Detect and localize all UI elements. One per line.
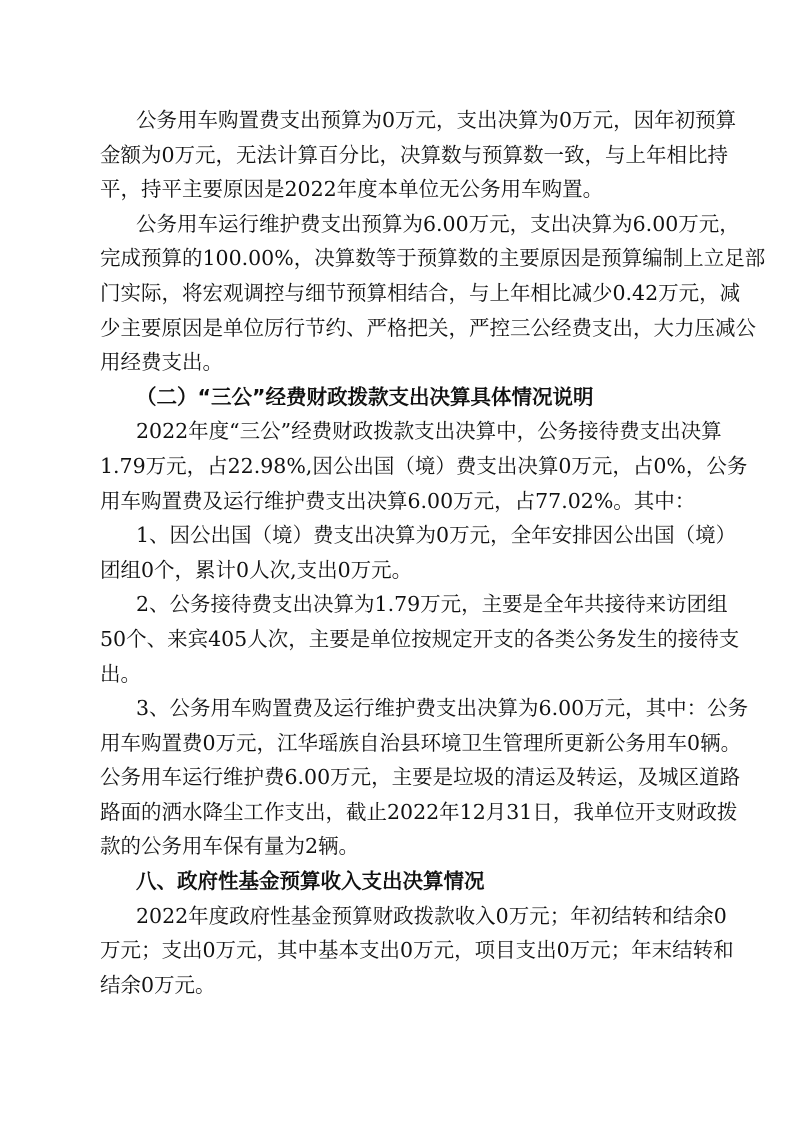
paragraph-line: 平，持平主要原因是2022年度本单位无公务用车购置。 xyxy=(100,177,604,202)
paragraph-line: 公务用车购置费支出预算为0万元，支出决算为0万元，因年初预算 xyxy=(136,108,737,132)
paragraph xyxy=(100,899,734,1003)
paragraph xyxy=(100,518,737,587)
paragraph-line: 门实际，将宏观调控与细节预算相结合，与上年相比减少0.42万元，减 xyxy=(100,280,741,305)
paragraph-line: 结余0万元。 xyxy=(100,972,216,997)
section-heading xyxy=(100,380,700,415)
paragraph-line: 出。 xyxy=(100,661,141,686)
heading-text: 八、政府性基金预算收入支出决算情况 xyxy=(136,869,485,894)
document-page xyxy=(100,103,766,1002)
paragraph-line: 用经费支出。 xyxy=(100,350,223,375)
paragraph-line: 万元；支出0万元，其中基本支出0万元，项目支出0万元；年末结转和 xyxy=(100,938,734,963)
section-heading xyxy=(100,864,700,899)
paragraph-line: 路面的洒水降尘工作支出，截止2022年12月31日，我单位开支财政拨 xyxy=(100,799,738,824)
paragraph xyxy=(100,103,737,207)
paragraph-line: 款的公务用车保有量为2辆。 xyxy=(100,834,360,859)
paragraph xyxy=(100,587,740,691)
paragraph xyxy=(100,691,749,864)
heading-text: （二）“三公”经费财政拨款支出决算具体情况说明 xyxy=(136,384,594,409)
paragraph xyxy=(100,207,766,380)
paragraph-line: 用车购置费及运行维护费支出决算6.00万元，占77.02%。其中： xyxy=(100,488,696,513)
paragraph-line: 1.79万元，占22.98%,因公出国（境）费支出决算0万元，占0%，公务 xyxy=(100,453,748,478)
paragraph-line: 公务用车运行维护费支出预算为6.00万元，支出决算为6.00万元， xyxy=(136,211,740,236)
paragraph-line: 1、因公出国（境）费支出决算为0万元，全年安排因公出国（境） xyxy=(136,523,737,548)
paragraph xyxy=(100,414,748,518)
paragraph-line: 完成预算的100.00%，决算数等于预算数的主要原因是预算编制上立足部 xyxy=(100,246,766,271)
paragraph-line: 少主要原因是单位厉行节约、严格把关，严控三公经费支出，大力压减公 xyxy=(100,315,756,340)
paragraph-line: 50个、来宾405人次，主要是单位按规定开支的各类公务发生的接待支 xyxy=(100,626,740,651)
paragraph-line: 金额为0万元，无法计算百分比，决算数与预算数一致，与上年相比持 xyxy=(100,142,729,167)
paragraph-line: 2022年度政府性基金预算财政拨款收入0万元；年初结转和结余0 xyxy=(136,903,727,928)
paragraph-line: 公务用车运行维护费6.00万元，主要是垃圾的清运及转运，及城区道路 xyxy=(100,765,741,790)
paragraph-line: 团组0个，累计0人次,支出0万元。 xyxy=(100,557,413,582)
paragraph-line: 2、公务接待费支出决算为1.79万元，主要是全年共接待来访团组 xyxy=(136,592,728,617)
paragraph-line: 用车购置费0万元，江华瑶族自治县环境卫生管理所更新公务用车0辆。 xyxy=(100,730,742,755)
paragraph-line: 2022年度“三公”经费财政拨款支出决算中，公务接待费支出决算 xyxy=(136,419,722,444)
paragraph-line: 3、公务用车购置费及运行维护费支出决算为6.00万元，其中：公务 xyxy=(136,696,749,721)
